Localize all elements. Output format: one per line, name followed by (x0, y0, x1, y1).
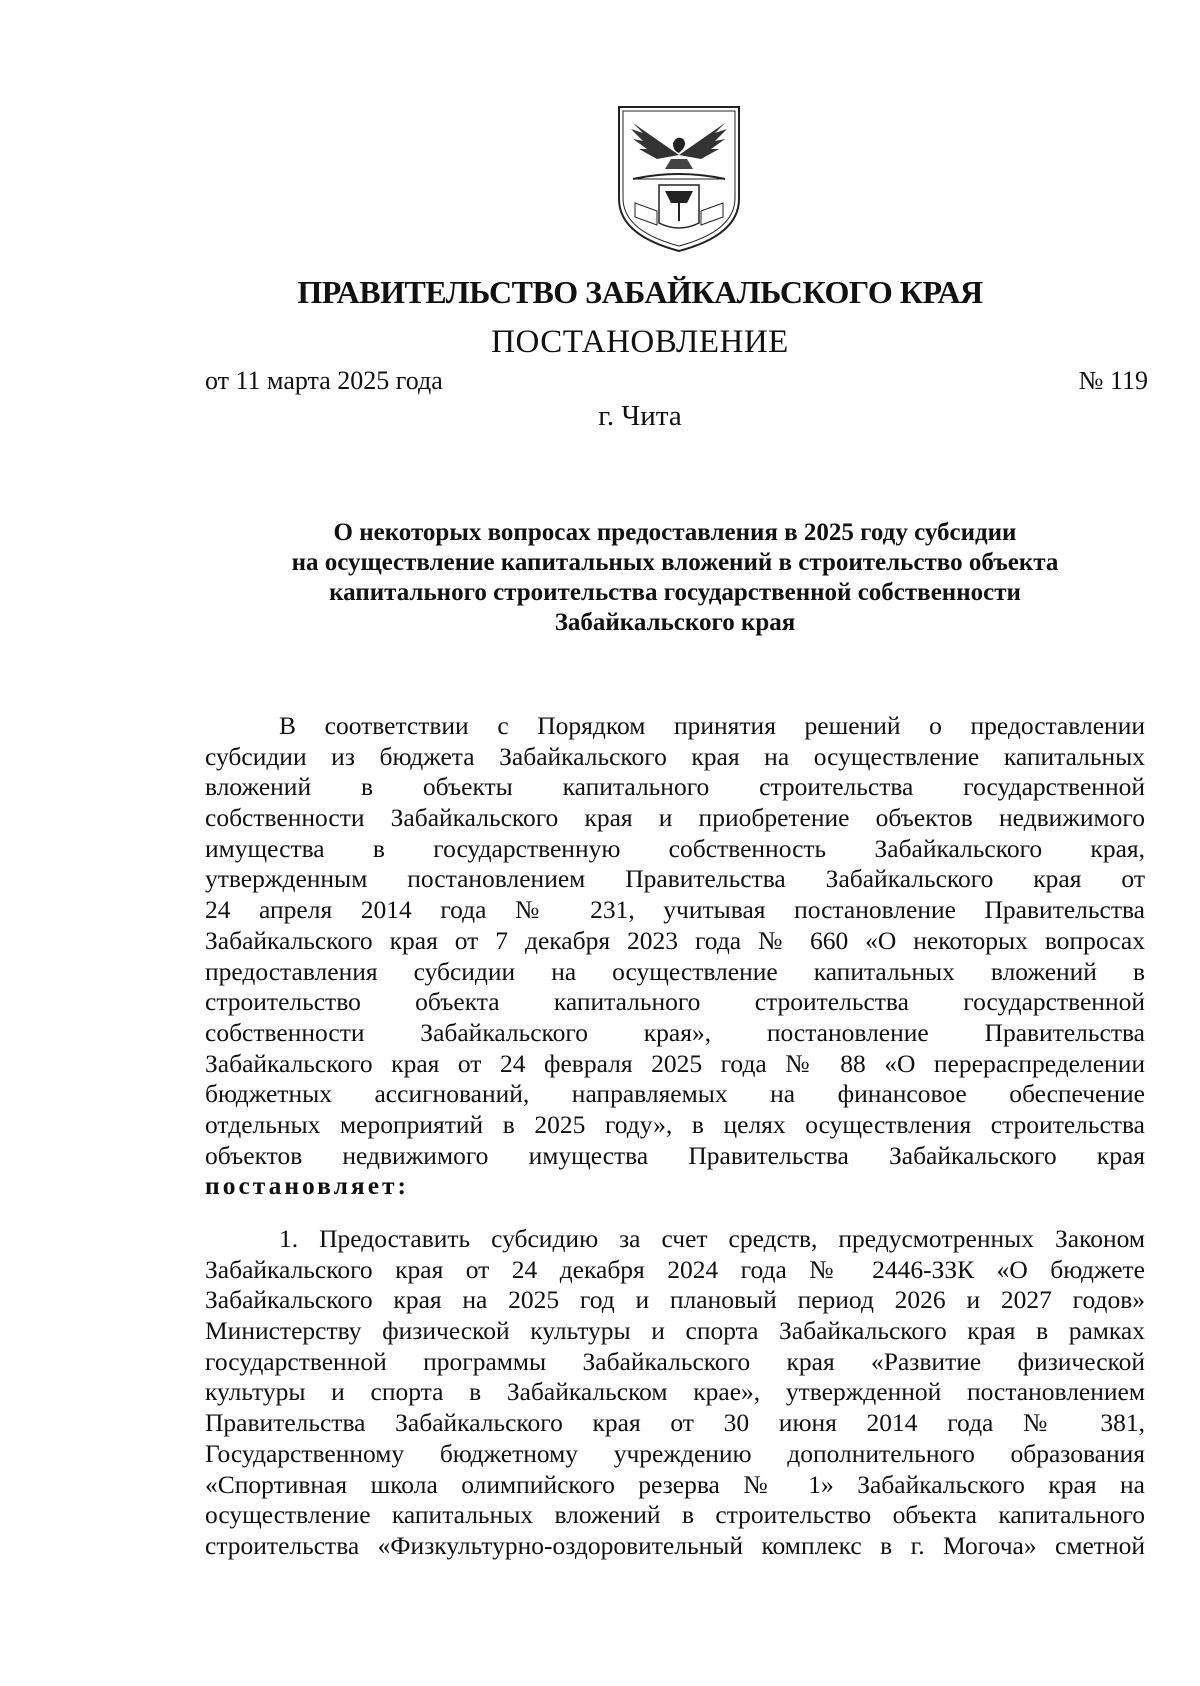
clause-line: Государственному бюджетному учреждению дополнительного образования (205, 1438, 1145, 1468)
document-city: г. Чита (598, 400, 682, 432)
preamble-line: субсидии из бюджета Забайкальского края на осуществление капитальных (205, 741, 1145, 771)
clause-line: Забайкальского края на 2025 год и плановый период 2026 и 2027 годов» (205, 1285, 1145, 1315)
clause-line: государственной программы Забайкальского края «Развитие физической (205, 1346, 1145, 1376)
preamble-line: предоставления субсидии на осуществление капитальных вложений в (205, 956, 1145, 986)
clause-line: Забайкальского края от 24 декабря 2024 года № 2446-ЗЗК «О бюджете (205, 1254, 1145, 1284)
document-date: от 11 марта 2025 года (205, 366, 443, 395)
preamble-line: имущества в государственную собственность Забайкальского края, (205, 833, 1145, 863)
preamble-line: Забайкальского края от 7 декабря 2023 года № 660 «О некоторых вопросах (205, 925, 1145, 955)
preamble-line: 24 апреля 2014 года № 231, учитывая постановление Правительства (205, 895, 1145, 925)
preamble-line: собственности Забайкальского края и приобретение объектов недвижимого (205, 803, 1145, 833)
title-line: капитального строительства государственной собственности (329, 579, 1021, 606)
title-line: Забайкальского края (554, 609, 796, 636)
preamble-line: собственности Забайкальского края», постановление Правительства (205, 1017, 1145, 1047)
clause-line: культуры и спорта в Забайкальском крае», утвержденной постановлением (205, 1377, 1145, 1407)
document-body (205, 711, 1145, 1562)
title-line: на осуществление капитальных вложений в строительство объекта (291, 549, 1059, 576)
document-number: № 119 (1078, 366, 1148, 395)
preamble-line: бюджетных ассигнований, направляемых на финансовое обеспечение (205, 1079, 1145, 1109)
preamble-line: В соответствии с Порядком принятия решений о предоставлении (279, 711, 1145, 740)
clause-line: Министерству физической культуры и спорта Забайкальского края в рамках (205, 1316, 1145, 1346)
preamble-line: отдельных мероприятий в 2025 году», в целях осуществления строительства (205, 1109, 1145, 1139)
resolves-line (205, 1171, 1145, 1202)
clause-line: 1. Предоставить субсидию за счет средств, предусмотренных Законом (279, 1224, 1145, 1253)
resolves-word: постановляет: (205, 1171, 410, 1201)
preamble-line: вложений в объекты капитального строительства государственной (205, 772, 1145, 802)
preamble-line: утвержденным постановлением Правительства Забайкальского края от (205, 864, 1145, 894)
preamble-line: объектов недвижимого имущества Правительства Забайкальского края (205, 1140, 1145, 1170)
document-type: ПОСТАНОВЛЕНИЕ (491, 324, 789, 360)
clause-line: осуществление капитальных вложений в строительство объекта капитального (205, 1500, 1145, 1530)
government-name: ПРАВИТЕЛЬСТВО ЗАБАЙКАЛЬСКОГО КРАЯ (297, 274, 983, 310)
preamble-line: строительство объекта капитального строительства государственной (205, 987, 1145, 1017)
clause-line: строительства «Физкультурно-оздоровительный комплекс в г. Могоча» сметной (205, 1530, 1145, 1560)
title-line: О некоторых вопросах предоставления в 2025 году субсидии (333, 519, 1017, 546)
document-title (205, 518, 1145, 638)
clause-line: «Спортивная школа олимпийского резерва № 1» Забайкальского края на (205, 1469, 1145, 1499)
coat-of-arms-emblem (613, 103, 745, 255)
preamble-line: Забайкальского края от 24 февраля 2025 года № 88 «О перераспределении (205, 1048, 1145, 1078)
clause-line: Правительства Забайкальского края от 30 июня 2014 года № 381, (205, 1408, 1145, 1438)
